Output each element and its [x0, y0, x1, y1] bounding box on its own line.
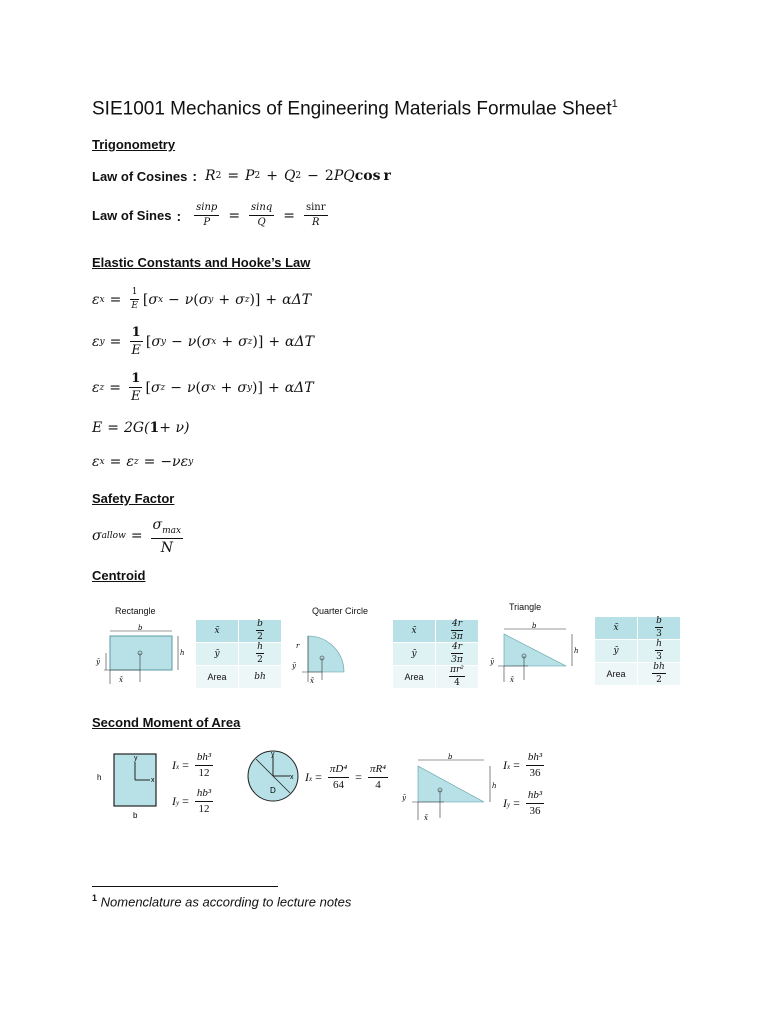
tri-iy-I: I [503, 796, 507, 810]
sine-q-num: sinq [249, 203, 274, 216]
sf-num-max: max [162, 525, 182, 536]
ey-plus1: + [221, 333, 234, 350]
circle-eq2: = [355, 770, 362, 784]
rect-ybar-value [239, 643, 282, 666]
heading-second-moment: Second Moment of Area [92, 715, 241, 730]
rectangle-centroid-figure [94, 624, 186, 686]
cos-P2: P [333, 168, 344, 184]
strain-z-equation [92, 372, 314, 403]
ez-sig1: σ [150, 379, 161, 396]
ey-alpha: α [285, 333, 295, 350]
ez-dt: ΔT [294, 379, 314, 396]
ey-one: 1 [131, 325, 141, 340]
rect-ybar-symbol: ȳ [214, 649, 220, 659]
ez-one-over-e [129, 372, 143, 403]
qc-xbar-symbol: x̄ [411, 626, 417, 636]
triangle-centroid-figure [488, 620, 580, 684]
ey-rb: ] [257, 333, 264, 350]
ez-minus: − [170, 379, 183, 396]
cos-minus: − [307, 168, 319, 184]
sf-fraction [151, 518, 184, 555]
ez-sig2: σ [201, 379, 211, 396]
rect-ix-eq: = [182, 758, 189, 772]
cosines-colon: : [192, 168, 198, 184]
rect-iy-num: hb³ [195, 788, 213, 802]
rect-iy-frac [195, 788, 213, 815]
rect-area-value [239, 666, 282, 689]
rect-area-label: Area [196, 666, 239, 689]
quarter-circle-shape [308, 636, 344, 672]
tri-xbar-label: x̄ [510, 676, 514, 684]
tri-y-num: h [656, 639, 662, 649]
ex-sig3-sub: z [244, 294, 250, 305]
ey-sig2: σ [201, 333, 212, 350]
ey-sig2-sub: x [211, 336, 217, 347]
qc-y-den: 3π [451, 655, 463, 665]
sf-num-sigma: σ [152, 517, 163, 533]
circle-b-num: πR⁴ [368, 764, 388, 778]
rect-ix-den: 12 [198, 767, 210, 779]
ey-one-over-e [129, 326, 143, 357]
ey-eps: ε [92, 333, 100, 350]
rect-xbar-symbol: x̄ [214, 626, 220, 636]
sine-q-den: Q [257, 217, 266, 228]
ey-sig3-sub: z [247, 336, 253, 347]
ey-dt: ΔT [294, 333, 314, 350]
rect-ix-formula [172, 752, 216, 779]
rectangle-caption: Rectangle [115, 606, 156, 616]
mod-E: E [92, 420, 103, 436]
tri-iy-den: 36 [529, 805, 541, 817]
rect-moment-b-label: b [133, 811, 138, 820]
qc-area-num: πr² [450, 665, 464, 675]
tri-xbar-value [638, 617, 681, 640]
cos-P-sq: 2 [254, 171, 261, 181]
heading-safety-factor: Safety Factor [92, 491, 175, 506]
rect-ix-I: I [172, 758, 176, 772]
sine-r-den: R [311, 217, 320, 228]
mod-plus-nu: + ν) [159, 420, 190, 436]
tri-area-den: 2 [656, 675, 662, 685]
ez-plus2: + [267, 379, 280, 396]
footnote-text: Nomenclature as according to lecture notes [100, 894, 352, 910]
title-text: SIE1001 Mechanics of Engineering Materials Formulae Sheet [92, 98, 612, 120]
circle-a-den: 64 [333, 779, 345, 791]
ez-lb: [ [145, 379, 151, 396]
table-row [393, 620, 479, 643]
cos-P: P [245, 168, 255, 184]
tri-moment-ybar-label: ȳ [402, 794, 406, 802]
table-row [393, 666, 479, 689]
qc-x-num: 4r [451, 619, 463, 629]
qc-area-label: Area [393, 666, 436, 689]
qc-xbar-value [436, 620, 479, 643]
ex-plus2: + [265, 291, 278, 308]
ez-alpha: α [284, 379, 295, 396]
tri-moment-b-label: b [448, 753, 453, 761]
rect-area: bh [254, 672, 266, 682]
table-row [595, 640, 681, 663]
triangle-caption: Triangle [509, 602, 542, 612]
quarter-circle-caption: Quarter Circle [312, 606, 369, 616]
rect-moment-x-label: x [151, 777, 155, 784]
rect-ix-num: bh³ [195, 752, 213, 766]
circle-moment-figure [246, 748, 302, 804]
qc-area-den: 4 [454, 678, 460, 688]
ex-alpha: α [282, 291, 292, 308]
circle-a-num: πD⁴ [328, 764, 349, 778]
tri-moment-xbar-label: x̄ [424, 814, 428, 822]
rect-ix-frac [195, 752, 213, 779]
tri-iy-frac [526, 790, 544, 817]
tri-xbar-cell [595, 617, 638, 640]
ex-minus: − [168, 291, 180, 308]
tri-ybar-symbol: ȳ [613, 646, 619, 656]
heading-trigonometry: Trigonometry [92, 137, 176, 152]
rect-b-label: b [138, 624, 143, 632]
sine-fraction-p [194, 203, 219, 228]
rect-moment-y-label: y [134, 755, 138, 762]
rect-xbar-label: x̄ [119, 676, 123, 684]
ez-sig1-sub: z [160, 382, 166, 393]
allowable-stress-equation [92, 518, 186, 555]
lat-eps3-sub: y [188, 457, 194, 467]
law-of-sines [92, 203, 331, 228]
sf-N: N [160, 539, 173, 556]
cos-Q-sq: 2 [295, 171, 302, 181]
ez-one: 1 [131, 371, 141, 386]
ex-eq: = [109, 291, 122, 308]
cos-R: R [205, 168, 216, 184]
footnote-rule [92, 886, 278, 887]
cos-Q: Q [283, 168, 296, 184]
rect-moment-h-label: h [97, 773, 102, 782]
ex-one: 1 [130, 288, 140, 300]
rect-y-den: 2 [257, 655, 263, 665]
tri-x-den: 3 [656, 629, 662, 639]
rect-xbar-value [239, 620, 282, 643]
rect-xbar-cell [196, 620, 239, 643]
ey-minus: − [170, 333, 183, 350]
ey-lb: [ [145, 333, 152, 350]
ex-rb: ] [254, 291, 261, 308]
mod-one: 1 [149, 420, 160, 436]
lat-eps2-sub: z [133, 457, 139, 467]
sine-r-num: sinr [304, 203, 328, 216]
circle-moment-x-label: x [290, 774, 294, 781]
tri-ix-den: 36 [529, 767, 541, 779]
ex-sig1: σ [148, 291, 158, 308]
ex-sub: x [99, 294, 105, 305]
ez-sig3-sub: y [246, 382, 253, 393]
qc-ybar-value [436, 643, 479, 666]
rect-ix-sub: x [176, 762, 180, 771]
ey-sig1-sub: y [160, 336, 166, 347]
rectangle-centroid-table [195, 619, 282, 689]
lateral-strain-relation [92, 454, 193, 470]
tri-area-num: bh [653, 662, 665, 672]
tri-iy-formula [503, 790, 547, 817]
circle-frac-b [368, 764, 388, 791]
footnote [92, 893, 351, 909]
ez-sub: z [99, 382, 105, 393]
ex-lp: ( [193, 291, 199, 308]
mod-eq: = [107, 420, 119, 436]
heading-centroid: Centroid [92, 568, 146, 583]
tri-ybar-value [638, 640, 681, 663]
qc-r-label: r [296, 642, 300, 650]
ey-eq: = [109, 333, 122, 350]
ex-sig2-sub: y [208, 294, 214, 305]
circle-b-den: 4 [375, 779, 381, 791]
rect-iy-eq: = [182, 794, 189, 808]
tri-iy-sub: y [507, 800, 511, 809]
strain-y-equation [92, 326, 314, 357]
rect-ybar-label: ȳ [96, 658, 100, 666]
page-title [92, 98, 618, 120]
lat-eps2: ε [126, 454, 134, 470]
sines-eq2: = [283, 207, 295, 224]
sine-p-num: sinp [194, 203, 219, 216]
ex-rp: ) [249, 291, 255, 308]
tri-moment-shape [418, 766, 484, 802]
rectangle-shape [110, 636, 172, 670]
qc-xbar-label: x̄ [310, 677, 314, 684]
ey-lp: ( [196, 333, 202, 350]
sf-sigma: σ [92, 528, 102, 545]
sf-allow: allow [101, 531, 126, 542]
circle-eq1: = [315, 770, 322, 784]
ex-sig2: σ [198, 291, 209, 308]
quarter-circle-centroid-table [392, 619, 479, 689]
table-row [196, 666, 282, 689]
circle-moment-formula [305, 764, 391, 791]
tri-ix-eq: = [513, 758, 520, 772]
qc-area-value [436, 666, 479, 689]
ez-rp: ) [252, 379, 258, 396]
qc-xbar-cell [393, 620, 436, 643]
lat-eps3: ε [180, 454, 189, 470]
ex-dt: ΔT [291, 291, 312, 308]
tri-ix-I: I [503, 758, 507, 772]
lat-eps1-sub: x [99, 457, 105, 467]
tri-b-label: b [532, 622, 537, 630]
ey-nu: ν [187, 333, 197, 350]
ez-plus1: + [220, 379, 233, 396]
ex-plus1: + [218, 291, 231, 308]
qc-ybar-symbol: ȳ [411, 649, 417, 659]
lat-eps1: ε [92, 454, 100, 470]
ey-E: E [131, 343, 141, 358]
circle-moment-y-label: y [271, 751, 275, 758]
strain-x-equation [92, 288, 311, 311]
sines-colon: : [176, 207, 182, 224]
circle-frac-a [328, 764, 349, 791]
rect-iy-I: I [172, 794, 176, 808]
ez-sig3: σ [237, 379, 247, 396]
ez-rb: ] [257, 379, 263, 396]
tri-h-label: h [574, 647, 579, 655]
cos-R-sq: 2 [215, 171, 222, 181]
mod-2g: 2G( [123, 420, 150, 436]
circle-I-sub: x [309, 774, 313, 783]
rect-ybar-cell [196, 643, 239, 666]
triangle-shape [504, 634, 566, 666]
ex-sig3: σ [235, 291, 245, 308]
cosines-label: Law of Cosines [92, 168, 188, 184]
ex-eps: ε [92, 291, 100, 308]
table-row [196, 643, 282, 666]
title-footnote-mark: 1 [611, 98, 618, 110]
sines-label: Law of Sines [92, 208, 172, 223]
tri-iy-num: hb³ [526, 790, 544, 804]
rect-iy-sub: y [176, 798, 180, 807]
cos-Q2: Q [343, 168, 355, 184]
tri-moment-h-label: h [492, 782, 497, 790]
circle-moment-d-label: D [270, 786, 276, 795]
sines-eq1: = [228, 207, 241, 224]
rect-x-den: 2 [257, 632, 263, 642]
table-row [595, 663, 681, 686]
ex-lb: [ [142, 291, 149, 308]
tri-ix-sub: x [507, 762, 511, 771]
ez-eps: ε [92, 379, 100, 396]
cos-r: r [383, 168, 391, 184]
rectangle-moment-figure [92, 746, 164, 820]
tri-ybar-cell [595, 640, 638, 663]
rect-y-num: h [257, 642, 263, 652]
cos-two: 2 [324, 168, 334, 184]
sine-p-den: P [203, 217, 211, 228]
circle-I: I [305, 770, 309, 784]
ey-sub: y [99, 336, 105, 347]
ex-one-over-e [129, 288, 140, 311]
tri-x-num: b [656, 616, 662, 626]
law-of-cosines [92, 168, 391, 184]
qc-x-den: 3π [451, 632, 463, 642]
triangle-centroid-table [594, 616, 681, 686]
ez-E: E [131, 389, 141, 404]
tri-area-value [638, 663, 681, 686]
qc-y-num: 4r [451, 642, 463, 652]
cos-eq: = [227, 168, 240, 184]
footnote-mark: 1 [92, 893, 98, 903]
ez-eq: = [109, 379, 121, 396]
tri-ix-num: bh³ [526, 752, 544, 766]
rect-iy-den: 12 [198, 803, 210, 815]
tri-xbar-symbol: x̄ [613, 623, 619, 633]
qc-ybar-label: ȳ [292, 662, 296, 670]
ey-plus2: + [268, 333, 281, 350]
sine-fraction-r [304, 203, 328, 228]
sine-fraction-q [249, 203, 274, 228]
rect-iy-formula [172, 788, 216, 815]
tri-ybar-label: ȳ [490, 658, 494, 666]
ey-sig1: σ [151, 333, 161, 350]
ex-E: E [131, 301, 138, 311]
qc-ybar-cell [393, 643, 436, 666]
ey-rp: ) [252, 333, 258, 350]
tri-y-den: 3 [656, 652, 662, 662]
ex-nu: ν [184, 291, 194, 308]
ez-lp: ( [195, 379, 201, 396]
table-row [196, 620, 282, 643]
lat-eq1: = [109, 454, 122, 470]
tri-area-label: Area [595, 663, 638, 686]
sf-eq: = [130, 528, 143, 545]
cos-plus: + [266, 168, 278, 184]
cos-word: cos [354, 168, 381, 184]
modulus-relation [92, 420, 189, 436]
triangle-moment-figure [398, 750, 498, 822]
tri-ix-frac [526, 752, 544, 779]
lat-eq2: = [143, 454, 156, 470]
table-row [595, 617, 681, 640]
rect-x-num: b [257, 619, 263, 629]
tri-ix-formula [503, 752, 547, 779]
table-row [393, 643, 479, 666]
ez-sig2-sub: x [210, 382, 216, 393]
heading-elastic-constants: Elastic Constants and Hooke’s Law [92, 255, 311, 270]
ey-sig3: σ [238, 333, 248, 350]
rect-h-label: h [180, 649, 185, 657]
ex-sig1-sub: x [157, 294, 164, 305]
tri-iy-eq: = [513, 796, 520, 810]
lat-neg-nu: −ν [160, 454, 181, 470]
quarter-circle-centroid-figure [290, 626, 358, 684]
ez-nu: ν [187, 379, 196, 396]
